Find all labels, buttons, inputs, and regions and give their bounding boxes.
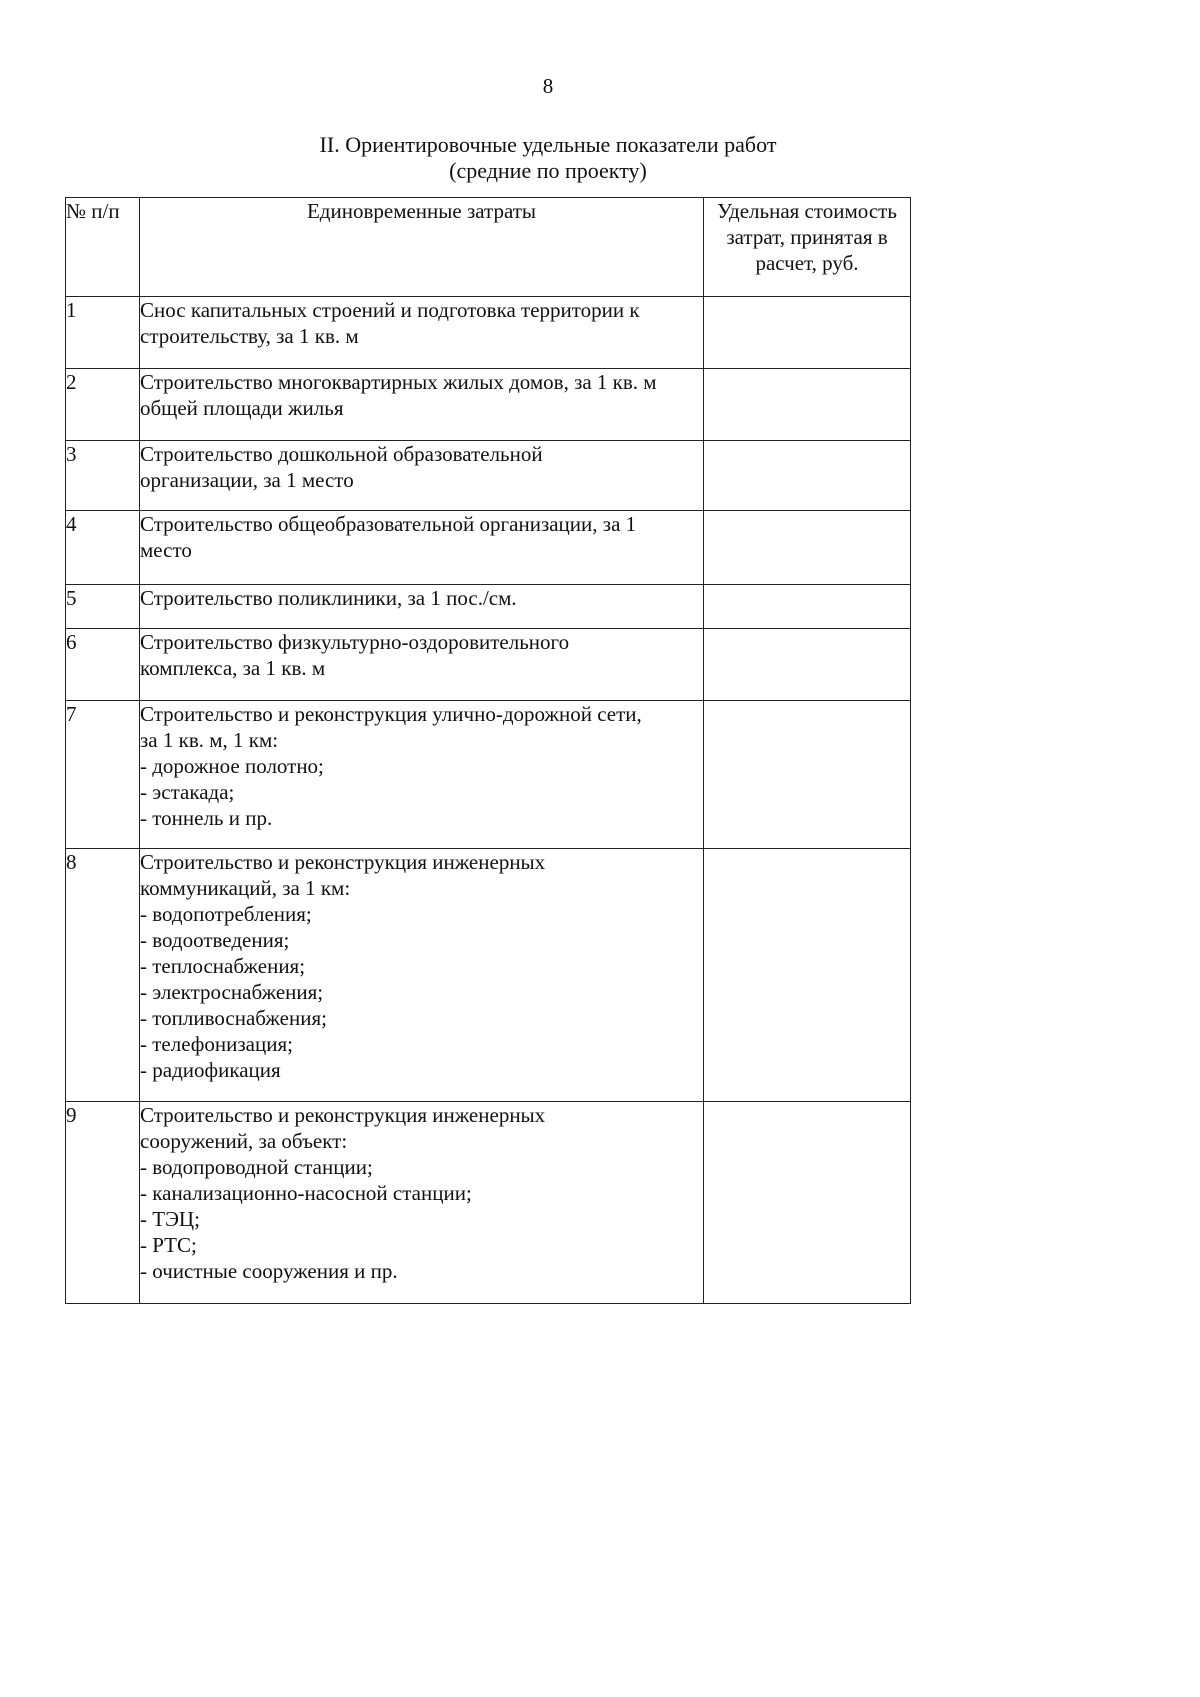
row-description <box>140 701 704 849</box>
row-number: 6 <box>66 629 140 701</box>
row-number: 5 <box>66 585 140 629</box>
row-description <box>140 585 704 629</box>
row-number: 8 <box>66 849 140 1102</box>
table-row <box>66 585 911 629</box>
row-number: 2 <box>66 369 140 441</box>
description-line: - радиофикация <box>140 1058 281 1082</box>
row-description <box>140 511 704 585</box>
column-header-unit-cost-line-2: затрат, принятая в <box>726 225 888 249</box>
description-line: Строительство многоквартирных жилых домов, за 1 кв. м <box>140 370 657 394</box>
description-line: - РТС; <box>140 1233 197 1257</box>
table-row <box>66 849 911 1102</box>
description-line: - эстакада; <box>140 780 235 804</box>
description-line: - электроснабжения; <box>140 980 324 1004</box>
table-row <box>66 1102 911 1304</box>
description-line: комплекса, за 1 кв. м <box>140 656 326 680</box>
description-line: - тоннель и пр. <box>140 806 273 830</box>
table-row <box>66 629 911 701</box>
description-line: - очистные сооружения и пр. <box>140 1259 398 1283</box>
row-unit-cost <box>704 1102 911 1304</box>
description-line: - телефонизация; <box>140 1032 293 1056</box>
description-line: Строительство дошкольной образовательной <box>140 442 543 466</box>
row-unit-cost <box>704 629 911 701</box>
description-line: Строительство и реконструкция инженерных <box>140 1103 546 1127</box>
table-row <box>66 511 911 585</box>
description-line: - теплоснабжения; <box>140 954 306 978</box>
description-line: коммуникаций, за 1 км: <box>140 876 351 900</box>
description-line: Строительство и реконструкция улично-дорожной сети, <box>140 702 642 726</box>
row-unit-cost <box>704 701 911 849</box>
row-unit-cost <box>704 297 911 369</box>
row-number: 3 <box>66 441 140 511</box>
description-line: - водоотведения; <box>140 928 290 952</box>
description-line: за 1 кв. м, 1 км: <box>140 728 279 752</box>
title-line-1: II. Ориентировочные удельные показатели работ <box>319 132 777 157</box>
table-row <box>66 701 911 849</box>
row-description <box>140 849 704 1102</box>
column-header-expenses: Единовременные затраты <box>140 198 704 297</box>
row-number: 4 <box>66 511 140 585</box>
row-number: 1 <box>66 297 140 369</box>
row-number: 9 <box>66 1102 140 1304</box>
description-line: - канализационно-насосной станции; <box>140 1181 472 1205</box>
description-line: Строительство поликлиники, за 1 пос./см. <box>140 586 517 610</box>
row-description <box>140 629 704 701</box>
row-description <box>140 369 704 441</box>
description-line: Снос капитальных строений и подготовка территории к <box>140 298 640 322</box>
row-unit-cost <box>704 585 911 629</box>
description-line: - дорожное полотно; <box>140 754 324 778</box>
description-line: сооружений, за объект: <box>140 1129 348 1153</box>
description-line: место <box>140 538 192 562</box>
description-line: - водопотребления; <box>140 902 312 926</box>
column-header-unit-cost <box>704 198 911 297</box>
description-line: - топливоснабжения; <box>140 1006 327 1030</box>
row-unit-cost <box>704 511 911 585</box>
table-row <box>66 297 911 369</box>
row-description <box>140 297 704 369</box>
column-header-unit-cost-line-1: Удельная стоимость <box>717 199 897 223</box>
row-unit-cost <box>704 441 911 511</box>
row-description <box>140 441 704 511</box>
cost-table <box>65 197 911 1304</box>
description-line: - водопроводной станции; <box>140 1155 373 1179</box>
page-title <box>0 132 1096 184</box>
table-header-row <box>66 198 911 297</box>
table-row <box>66 441 911 511</box>
row-unit-cost <box>704 849 911 1102</box>
row-number: 7 <box>66 701 140 849</box>
description-line: Строительство и реконструкция инженерных <box>140 850 546 874</box>
description-line: Строительство физкультурно-оздоровительного <box>140 630 570 654</box>
table-row <box>66 369 911 441</box>
page-number: 8 <box>542 74 554 98</box>
description-line: - ТЭЦ; <box>140 1207 200 1231</box>
description-line: строительству, за 1 кв. м <box>140 324 359 348</box>
title-line-2: (средние по проекту) <box>449 158 647 183</box>
description-line: Строительство общеобразовательной организации, за 1 <box>140 512 637 536</box>
description-line: общей площади жилья <box>140 396 344 420</box>
row-description <box>140 1102 704 1304</box>
column-header-unit-cost-line-3: расчет, руб. <box>755 251 859 275</box>
column-header-number: № п/п <box>66 198 140 297</box>
description-line: организации, за 1 место <box>140 468 354 492</box>
row-unit-cost <box>704 369 911 441</box>
